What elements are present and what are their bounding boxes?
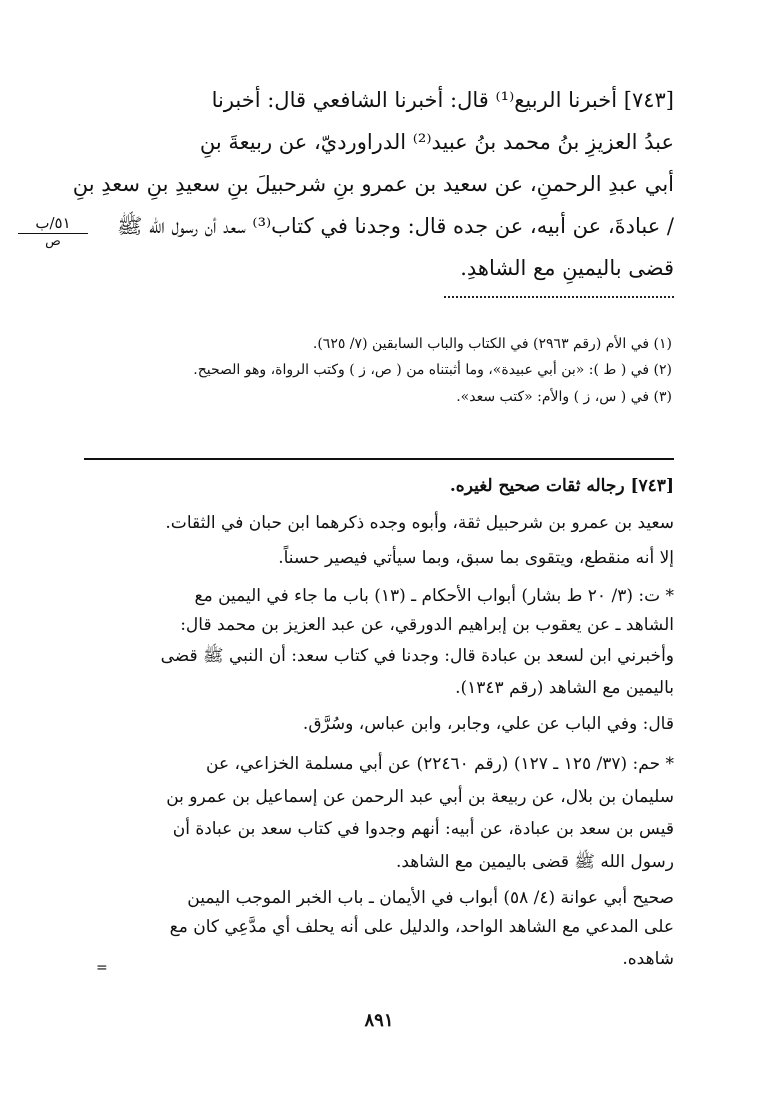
takhrij-line: صحيح أبي عوانة (٤/ ٥٨) أبواب في الأيمان ـ باب الخبر الموجب اليمين	[187, 888, 674, 908]
footnote-separator	[444, 296, 674, 298]
takhrij-line: على المدعي مع الشاهد الواحد، والدليل على أنه يحلف أي مدَّعِي كان مع	[169, 917, 674, 937]
takhrij-line: وأخبرني ابن لسعد بن عبادة قال: وجدنا في كتاب سعد: أن النبي ﷺ قضى	[160, 646, 674, 666]
takhrij-line: الشاهد ـ عن يعقوب بن إبراهيم الدورقي، عن عبد العزيز بن محمد قال:	[180, 615, 674, 635]
takhrij-line: شاهده.	[622, 949, 674, 969]
takhrij-line: * حم: (٣٧/ ١٢٥ ـ ١٢٧) (رقم ٢٢٤٦٠) عن أبي مسلمة الخزاعي، عن	[206, 754, 674, 774]
main-line-1: [٧٤٣] أخبرنا الربيع⁽¹⁾ قال: أخبرنا الشافعي قال: أخبرنا	[211, 88, 674, 112]
manuscript-folio-note	[18, 214, 88, 249]
takhrij-line: سليمان بن بلال، عن ربيعة بن أبي عبد الرحمن عن إسماعيل بن عمرو بن	[166, 787, 674, 807]
takhrij-line: رسول الله ﷺ قضى باليمين مع الشاهد.	[395, 852, 674, 872]
main-line-5: قضى باليمينِ مع الشاهدِ.	[460, 256, 674, 280]
footnote-2: (٢) في ( ط ): «بن أبي عبيدة»، وما أثبتناه من ( ص، ز ) وكتب الرواة، وهو الصحيح.	[193, 362, 672, 378]
takhrij-heading: [٧٤٣] رجاله ثقات صحيح لغيره.	[449, 476, 674, 496]
takhrij-line: سعيد بن عمرو بن شرحبيل ثقة، وأبوه وجده ذكرهما ابن حبان في الثقات.	[165, 513, 674, 533]
footnote-3: (٣) في ( س، ز ) والأم: «كتب سعد».	[456, 389, 672, 405]
takhrij-line: إلا أنه منقطع، ويتقوى بما سبق، وبما سيأتي فيصير حسناً.	[278, 548, 674, 568]
takhrij-line: قيس بن سعد بن عبادة، عن أبيه: أنهم وجدوا في كتاب سعد بن عبادة أن	[172, 819, 674, 839]
manuscript-siglum: ص	[45, 234, 61, 249]
main-line-4: / عبادةَ، عن أبيه، عن جده قال: وجدنا في كتاب⁽³⁾ سعد أن رسول الله ﷺ	[117, 214, 674, 238]
page-number: ٨٩١	[364, 1010, 394, 1031]
main-line-3: أبي عبدِ الرحمنِ، عن سعيد بن عمرو بنِ شرحبيلَ بنِ سعيدِ بنِ سعدِ بنِ	[72, 172, 674, 196]
takhrij-line: باليمين مع الشاهد (رقم ١٣٤٣).	[455, 678, 674, 698]
footnote-1: (١) في الأم (رقم ٢٩٦٣) في الكتاب والباب السابقين (٧/ ٦٢٥).	[312, 336, 672, 352]
takhrij-line: قال: وفي الباب عن علي، وجابر، وابن عباس، وسُرَّق.	[302, 714, 674, 734]
takhrij-line: * ت: (٣/ ٢٠ ط بشار) أبواب الأحكام ـ (١٣) باب ما جاء في اليمين مع	[194, 586, 674, 606]
folio-number: ٥١/ب	[18, 214, 88, 234]
continuation-mark: =	[96, 960, 108, 976]
section-divider	[84, 458, 674, 460]
main-line-2: عبدُ العزيزِ بنُ محمد بنُ عبيد⁽²⁾ الدراورديّ، عن ربيعةَ بنِ	[199, 130, 674, 154]
